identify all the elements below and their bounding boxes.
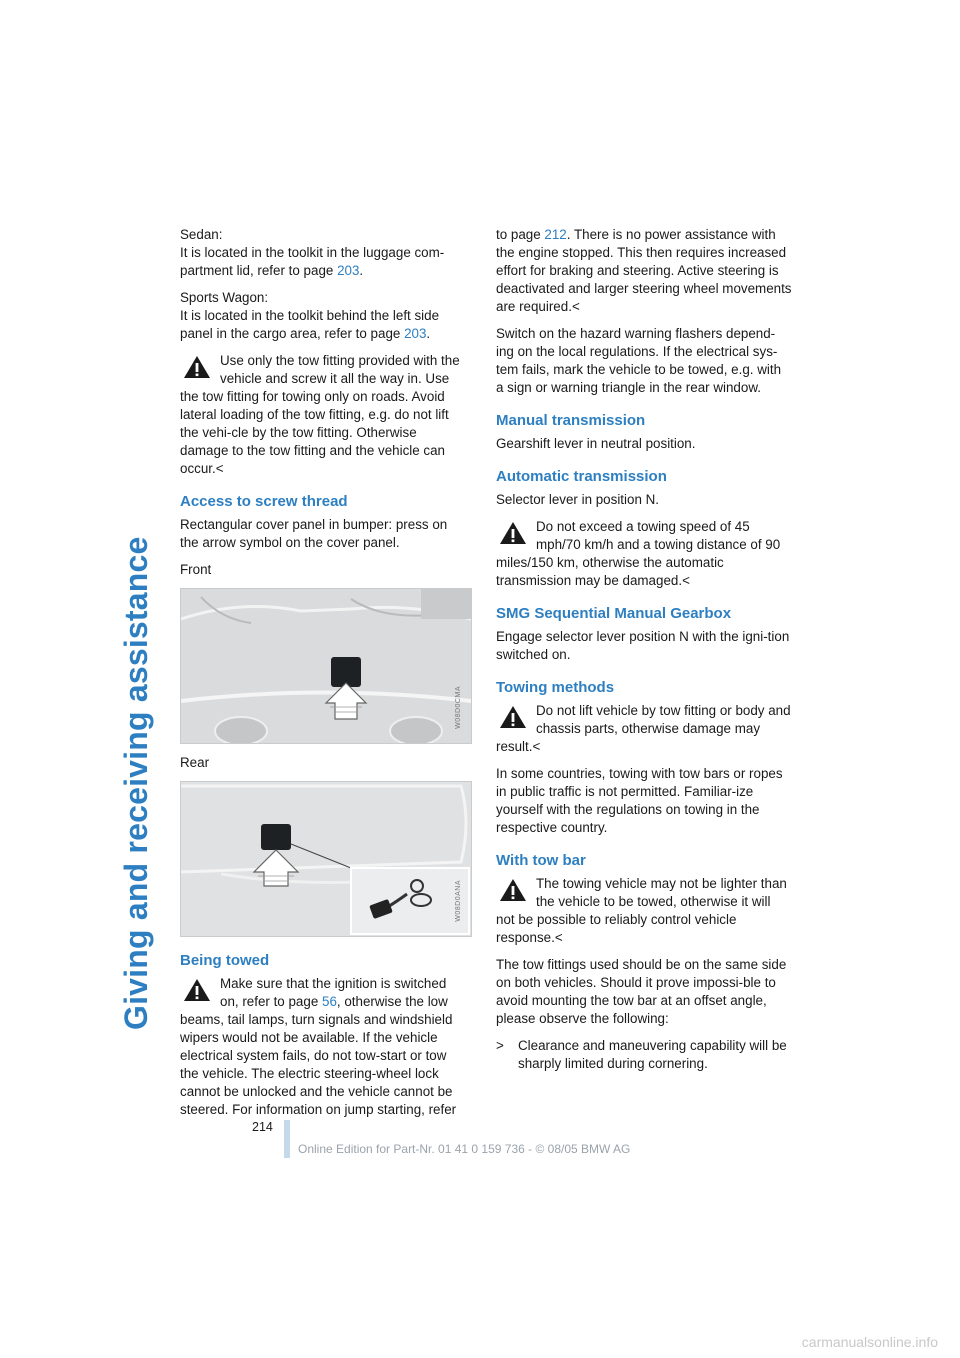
access-paragraph: Rectangular cover panel in bumper: press on the arrow symbol on the cover panel. bbox=[180, 517, 448, 550]
chapter-side-title: Giving and receiving assistance bbox=[118, 536, 154, 1030]
warning-triangle-icon bbox=[182, 977, 212, 1003]
left-column bbox=[180, 226, 462, 1128]
warning-towing-speed: Do not exceed a towing speed of 45 mph/70 km/h and a towing distance of 90 miles/150 km, otherwise the automatic transmission may be damaged.< bbox=[496, 519, 781, 588]
page-link-212[interactable]: 212 bbox=[544, 227, 567, 242]
end-mark: < bbox=[571, 299, 580, 314]
heading-access-screw-thread: Access to screw thread bbox=[180, 493, 348, 510]
right-column bbox=[496, 226, 792, 1082]
heading-with-tow-bar: With tow bar bbox=[496, 852, 586, 869]
footer-edition-note: Online Edition for Part-Nr. 01 41 0 159 736 - © 08/05 BMW AG bbox=[298, 1142, 631, 1156]
warning-ignition: Make sure that the ignition is switched on, refer to page 56, otherwise the low beams, tail lamps, turn signals and windshield wipers would not be available. If the vehicle electrical system fails, do not tow-start or tow the vehicle. The electric steering-wheel lock cannot be unlocked and the vehicle cannot be steered. For information on jump starting, refer bbox=[180, 976, 457, 1117]
heading-being-towed: Being towed bbox=[180, 952, 270, 969]
smg-paragraph: Engage selector lever position N with the igni-tion switched on. bbox=[496, 629, 790, 662]
page-link-203[interactable]: 203 bbox=[404, 326, 427, 341]
methods-paragraph: In some countries, towing with tow bars or ropes in public traffic is not permitted. Familiar-ize yourself with the regulations on towing in the respective country. bbox=[496, 766, 783, 835]
automatic-paragraph: Selector lever in position N. bbox=[496, 492, 659, 507]
towbar-paragraph: The tow fittings used should be on the same side on both vehicles. Should it prove impossi-ble to avoid mounting the tow bar at an offset angle, please observe the following: bbox=[496, 957, 787, 1026]
end-mark: < bbox=[682, 573, 690, 588]
end-mark: < bbox=[532, 739, 541, 754]
heading-manual-transmission: Manual transmission bbox=[496, 412, 646, 429]
figure-code: W08D0CMA bbox=[455, 686, 462, 729]
label-front: Front bbox=[180, 562, 212, 577]
rear-bumper-illustration bbox=[181, 782, 471, 936]
label-rear: Rear bbox=[180, 755, 210, 770]
towed-continued-paragraph: to page 212. There is no power assistance with the engine stopped. This then requires increased effort for braking and steering. Active steering is deactivated and larger steering wheel movements are required.< bbox=[496, 227, 792, 314]
warning-towing-vehicle-weight: The towing vehicle may not be lighter than the vehicle to be towed, otherwise it will not be possible to reliably control vehicle response.< bbox=[496, 876, 787, 945]
page-link-56[interactable]: 56 bbox=[322, 994, 337, 1009]
warning-triangle-icon bbox=[498, 520, 528, 546]
front-bumper-figure bbox=[180, 588, 472, 744]
figure-code: W08D0ANA bbox=[455, 880, 462, 922]
bullet-marker: > bbox=[496, 1038, 504, 1053]
warning-triangle-icon bbox=[182, 354, 212, 380]
manual-paragraph: Gearshift lever in neutral position. bbox=[496, 436, 696, 451]
end-mark: < bbox=[554, 930, 563, 945]
heading-automatic-transmission: Automatic transmission bbox=[496, 468, 667, 485]
watermark: carmanualsonline.info bbox=[801, 1334, 938, 1350]
sports-wagon-paragraph: Sports Wagon: It is located in the toolkit behind the left side panel in the cargo area, refer to page 203. bbox=[180, 290, 440, 341]
page-link-203[interactable]: 203 bbox=[337, 263, 360, 278]
footer-divider bbox=[284, 1120, 290, 1158]
warning-triangle-icon bbox=[498, 704, 528, 730]
list-item: > Clearance and maneuvering capability will be sharply limited during cornering. bbox=[496, 1038, 787, 1071]
warning-tow-fitting: Use only the tow fitting provided with the vehicle and screw it all the way in. Use the tow fitting for towing only on roads. Avoid lateral loading of the tow fitting, e.g. do not lift the vehi-cle by the tow fitting. Otherwise damage to the tow fitting and the vehicle can occur.< bbox=[180, 353, 460, 476]
sedan-paragraph: Sedan: It is located in the toolkit in the luggage com- partment lid, refer to page 203. bbox=[180, 227, 445, 278]
end-mark: < bbox=[215, 461, 224, 476]
page-number: 214 bbox=[252, 1120, 273, 1134]
front-bumper-illustration bbox=[181, 589, 471, 743]
warning-triangle-icon bbox=[498, 877, 528, 903]
heading-smg: SMG Sequential Manual Gearbox bbox=[496, 605, 732, 622]
hazard-paragraph: Switch on the hazard warning flashers depend-ing on the local regulations. If the electrical sys-tem fails, mark the vehicle to be towed, e.g. with a sign or warning triangle in the rear window. bbox=[496, 326, 782, 395]
warning-lift-vehicle: Do not lift vehicle by tow fitting or body and chassis parts, otherwise damage may result.< bbox=[496, 703, 791, 754]
rear-bumper-figure bbox=[180, 781, 472, 937]
heading-towing-methods: Towing methods bbox=[496, 679, 615, 696]
